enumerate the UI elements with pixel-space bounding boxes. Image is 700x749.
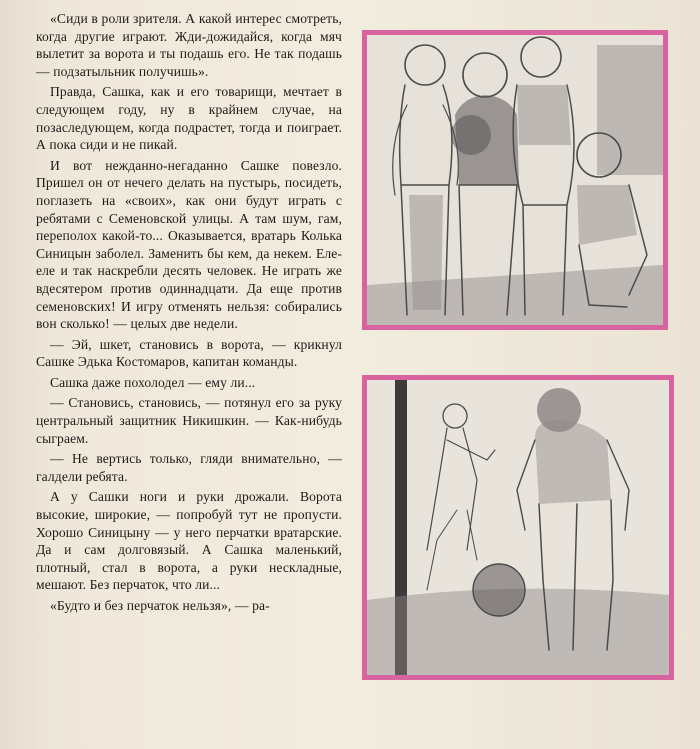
pencil-sketch-boys xyxy=(367,35,663,325)
paragraph: — Эй, шкет, становись в ворота, — крикнул Сашке Эдька Костомаров, капитан команды. xyxy=(36,336,342,370)
paragraph: — Не вертись только, гляди внимательно, — галдели ребята. xyxy=(36,451,342,484)
paragraph: — Становись, становись, — потянул его за руку центральный защитник Никишкин. — Как-нибудь сыграем. xyxy=(36,395,342,446)
paragraph: А у Сашки ноги и руки дрожали. Ворота высокие, широкие, — попробуй тут не пропусти. Хорошо Синицыну — у него перчатки вратарские. Да и сам долговязый. А Сашка маленький, плотный, стал в ворота, а руки нескладные, мешают. Без перчаток, что ли... xyxy=(36,489,342,593)
paragraph: Сашка даже похолодел — ему ли... xyxy=(50,374,256,390)
paragraph: И вот нежданно-негаданно Сашке повезло. Пришел он от нечего делать на пустырь, посидеть, поглазеть на «своих», как они будут играть с ребятами с Семеновской улицы. А там шум, гам, переполох какой-то... Оказывается, вратарь Колька Синицын заболел. Заменить бы кем, да некем. Еле-еле и так наскребли десять человек. Не играть же вдесятером против одиннадцати. Да еще против семеновских! И игру отменять нельзя: собирались вон сколько! — целых две недели. xyxy=(36,157,342,332)
illustration-goalkeeper xyxy=(362,375,674,680)
pencil-sketch-goal xyxy=(367,380,669,675)
illustration-boys-with-ball xyxy=(362,30,668,330)
paragraph: «Будто и без перчаток нельзя», — ра- xyxy=(50,598,270,613)
article-text-column xyxy=(36,10,342,615)
paragraph: «Сиди в роли зрителя. А какой интерес смотреть, когда другие играют. Жди-дожидайся, когда мяч вылетит за ворота и ты подашь его. Не так подашь — подзатыльник получишь». xyxy=(36,11,342,79)
paragraph: Правда, Сашка, как и его товарищи, мечтает в следующем году, ну в крайнем случае, на позаследующем, когда подрастет, тогда и поиграет. А пока сиди и не пикай. xyxy=(36,84,342,153)
